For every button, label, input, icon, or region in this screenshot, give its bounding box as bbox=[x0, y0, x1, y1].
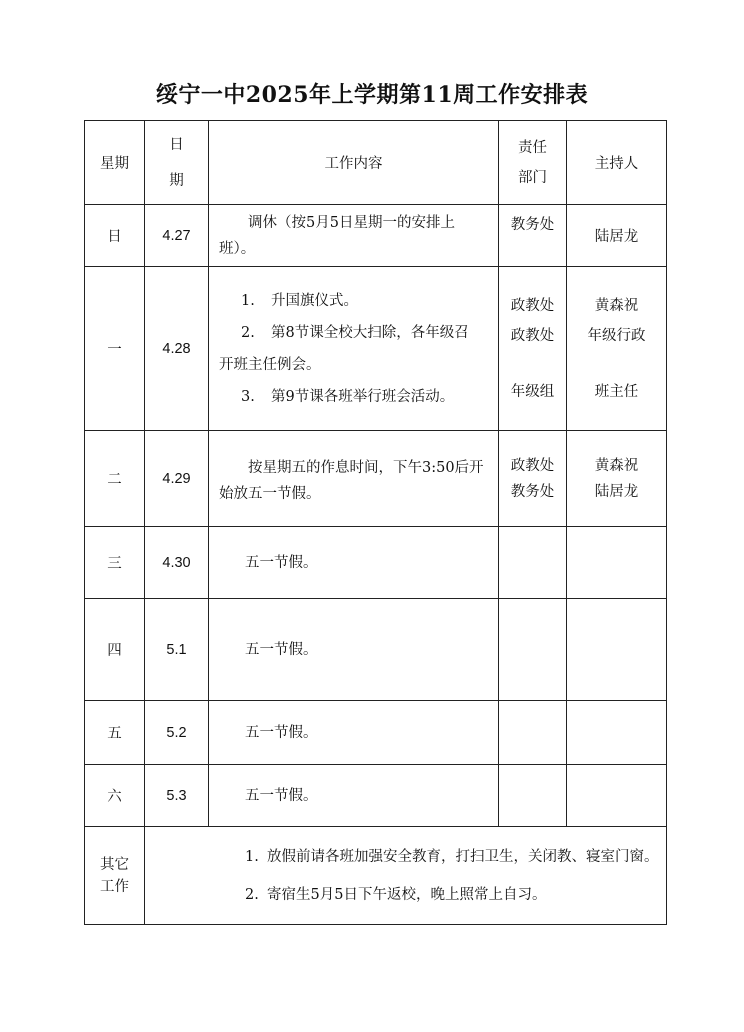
item-text: 第9节课各班举行班会活动。 bbox=[271, 388, 455, 405]
row-content bbox=[209, 205, 499, 267]
list-item bbox=[241, 285, 488, 317]
header-date-line-2: 期 bbox=[169, 172, 184, 189]
row-content-text: 五一节假。 bbox=[245, 554, 318, 571]
row-dept bbox=[499, 205, 567, 267]
row-host-item: 黄森祝 bbox=[594, 458, 639, 474]
table-row bbox=[85, 701, 667, 765]
row-dept bbox=[499, 267, 567, 431]
row-host bbox=[567, 599, 667, 701]
row-content bbox=[209, 527, 499, 599]
table-row bbox=[85, 599, 667, 701]
list-item bbox=[245, 838, 666, 876]
row-day: 四 bbox=[85, 599, 145, 701]
row-host-item: 黄森祝 bbox=[594, 297, 639, 314]
row-dept-item: 教务处 bbox=[510, 484, 555, 500]
item-number: 1. bbox=[241, 292, 255, 309]
list-item bbox=[245, 876, 666, 914]
row-day: 三 bbox=[85, 527, 145, 599]
row-host bbox=[567, 701, 667, 765]
header-date bbox=[145, 121, 209, 205]
row-day: 六 bbox=[85, 765, 145, 827]
row-dept bbox=[499, 701, 567, 765]
row-date: 4.28 bbox=[145, 267, 209, 431]
row-content-text: 五一节假。 bbox=[245, 724, 318, 741]
row-date: 5.1 bbox=[145, 599, 209, 701]
row-day: 日 bbox=[85, 205, 145, 267]
header-day: 星期 bbox=[85, 121, 145, 205]
row-content-text: 五一节假。 bbox=[245, 787, 318, 804]
row-content bbox=[209, 431, 499, 527]
row-dept bbox=[499, 765, 567, 827]
row-date: 4.27 bbox=[145, 205, 209, 267]
row-host-item: 陆居龙 bbox=[594, 484, 639, 500]
row-content bbox=[209, 701, 499, 765]
list-item bbox=[241, 381, 488, 413]
header-dept-line-2: 部门 bbox=[518, 169, 547, 186]
item-text: 寄宿生5月5日下午返校，晚上照常上自习。 bbox=[267, 886, 547, 903]
table-row bbox=[85, 431, 667, 527]
row-content-text: 调休（按5月5日星期一的安排上班）。 bbox=[219, 214, 455, 257]
row-host bbox=[567, 267, 667, 431]
row-dept bbox=[499, 599, 567, 701]
row-dept-item: 年级组 bbox=[510, 383, 555, 400]
row-host bbox=[567, 527, 667, 599]
list-item bbox=[241, 317, 488, 349]
table-row bbox=[85, 205, 667, 267]
row-dept-item: 政教处 bbox=[510, 327, 555, 344]
other-work-label bbox=[85, 827, 145, 925]
row-dept bbox=[499, 527, 567, 599]
row-content bbox=[209, 599, 499, 701]
item-text: 放假前请各班加强安全教育，打扫卫生，关闭教、寝室门窗。 bbox=[267, 848, 659, 865]
row-host bbox=[567, 765, 667, 827]
other-work-items bbox=[145, 827, 667, 925]
row-host-item: 年级行政 bbox=[587, 327, 646, 344]
row-content-text: 按星期五的作息时间，下午3:50后开始放五一节假。 bbox=[219, 460, 484, 502]
item-text: 升国旗仪式。 bbox=[271, 292, 358, 309]
row-host bbox=[567, 205, 667, 267]
header-row bbox=[85, 121, 667, 205]
header-date-line-1: 日 bbox=[169, 136, 184, 153]
row-date: 4.29 bbox=[145, 431, 209, 527]
row-item-list bbox=[219, 285, 488, 413]
item-number: 1. bbox=[245, 848, 259, 865]
schedule-table bbox=[84, 120, 667, 925]
row-date: 4.30 bbox=[145, 527, 209, 599]
row-day: 二 bbox=[85, 431, 145, 527]
item-text: 第8节课全校大扫除，各年级召 bbox=[271, 324, 469, 341]
table-row bbox=[85, 267, 667, 431]
row-day: 一 bbox=[85, 267, 145, 431]
row-date: 5.3 bbox=[145, 765, 209, 827]
table-row bbox=[85, 765, 667, 827]
other-work-row bbox=[85, 827, 667, 925]
header-host: 主持人 bbox=[567, 121, 667, 205]
row-content bbox=[209, 267, 499, 431]
item-number: 3. bbox=[241, 388, 255, 405]
row-content-text: 五一节假。 bbox=[245, 641, 318, 658]
item-number: 2. bbox=[241, 324, 255, 341]
header-dept-line-1: 责任 bbox=[518, 139, 547, 156]
other-work-label-line-1: 其它 bbox=[100, 856, 129, 873]
row-day: 五 bbox=[85, 701, 145, 765]
row-date: 5.2 bbox=[145, 701, 209, 765]
row-dept bbox=[499, 431, 567, 527]
row-dept-item: 政教处 bbox=[510, 297, 555, 314]
page-title: 绥宁一中2025年上学期第11周工作安排表 bbox=[155, 82, 589, 108]
other-work-label-line-2: 工作 bbox=[100, 878, 129, 895]
row-host bbox=[567, 431, 667, 527]
header-dept bbox=[499, 121, 567, 205]
row-content bbox=[209, 765, 499, 827]
header-content: 工作内容 bbox=[209, 121, 499, 205]
row-host-item: 陆居龙 bbox=[594, 229, 639, 245]
row-host-item: 班主任 bbox=[594, 383, 639, 400]
item-number: 2. bbox=[245, 886, 259, 903]
row-dept-item: 政教处 bbox=[510, 458, 555, 474]
list-item-continuation: 开班主任例会。 bbox=[219, 356, 321, 373]
row-dept-item: 教务处 bbox=[510, 217, 555, 233]
table-row bbox=[85, 527, 667, 599]
